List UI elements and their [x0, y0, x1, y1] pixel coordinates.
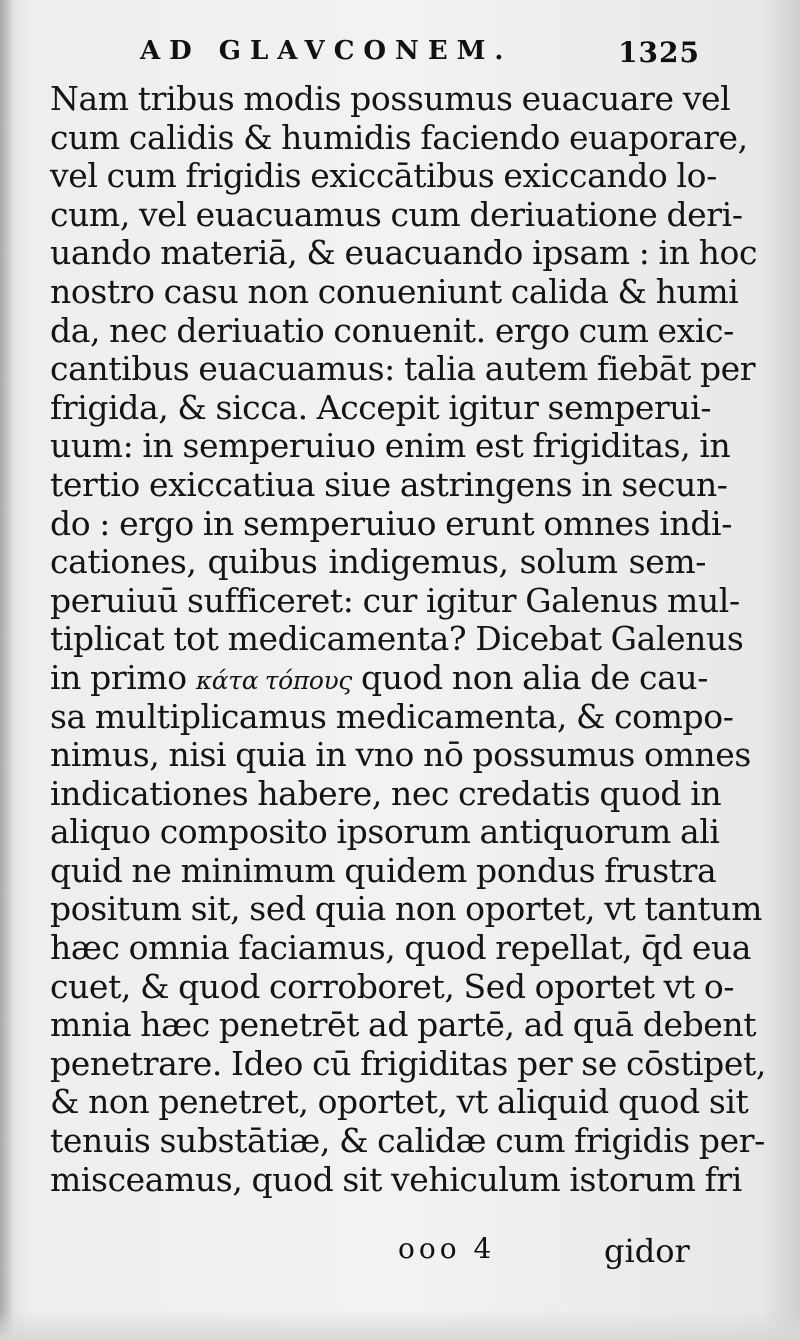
text-line: indicationes habere, nec credatis quod in — [50, 773, 722, 813]
text-line: cuet, & quod corroboret, Sed oportet vt o- — [50, 966, 735, 1006]
text-line-with-greek — [50, 659, 706, 698]
text-line: Nam tribus modis possumus euacuare vel — [50, 79, 731, 118]
text-line: uando materiā, & euacuando ipsam : in hoc — [50, 233, 758, 273]
signature-mark: ooo 4 — [398, 1232, 496, 1265]
text-line: quid ne minimum quidem pondus frustra — [50, 850, 717, 890]
text-line: uum: in semperuiuo enim est frigiditas, in — [50, 426, 731, 466]
text-line: nimus, nisi quia in vno nō possumus omnes — [50, 735, 751, 775]
running-head: AD GLAVCONEM. — [140, 36, 513, 66]
text-line: cum calidis & humidis faciendo euaporare, — [50, 117, 748, 157]
text-line: mnia hæc penetrēt ad partē, ad quā debent — [50, 1005, 757, 1045]
text-line: cum, vel euacuamus cum deriuatione deri- — [50, 194, 743, 234]
text-line: frigida, & sicca. Accepit igitur semperui- — [50, 387, 712, 427]
greek-phrase: κάτα τόπους — [195, 665, 352, 695]
text-line: penetrare. Ideo cū frigiditas per se cōstipet, — [50, 1043, 766, 1083]
text-line: do : ergo in semperuiuo erunt omnes indi- — [50, 503, 732, 543]
page-header — [140, 36, 700, 76]
body-text — [50, 79, 766, 1199]
page-number: 1325 — [618, 36, 700, 69]
text-line: cantibus euacuamus: talia autem fiebāt per — [50, 349, 756, 389]
text-line: hæc omnia faciamus, quod repellat, q̄d eua — [50, 928, 752, 968]
page-footer — [0, 1232, 800, 1272]
text-line: sa multiplicamus medicamenta, & compo- — [50, 696, 734, 736]
text-line: da, nec deriuatio conuenit. ergo cum exic- — [50, 310, 734, 350]
text-line: peruiuū sufficeret: cur igitur Galenus mul- — [50, 580, 740, 620]
text-line: nostro casu non conueniunt calida & humi — [50, 271, 739, 311]
text-line: positum sit, sed quia non oportet, vt tantum — [50, 889, 763, 929]
catchword: gidor — [604, 1232, 690, 1270]
text-line: vel cum frigidis exiccātibus exiccando lo- — [50, 156, 717, 196]
text-line: misceamus, quod sit vehiculum istorum fri — [50, 1159, 742, 1199]
text-fragment: in primo — [50, 657, 187, 697]
text-line: tertio exiccatiua siue astringens in secun- — [50, 464, 728, 504]
text-line: & non penetret, oportet, vt aliquid quod sit — [50, 1082, 749, 1122]
page-bottom-shadow — [0, 1310, 800, 1340]
page-edge-shadow — [0, 0, 14, 1340]
text-line: tiplicat tot medicamenta? Dicebat Galenus — [50, 619, 744, 659]
text-line: cationes, quibus indigemus, solum sem- — [50, 542, 706, 582]
text-line: tenuis substātiæ, & calidæ cum frigidis per- — [50, 1121, 765, 1161]
text-line: aliquo composito ipsorum antiquorum ali — [50, 812, 720, 852]
text-fragment: quod non alia de cau- — [361, 657, 708, 697]
